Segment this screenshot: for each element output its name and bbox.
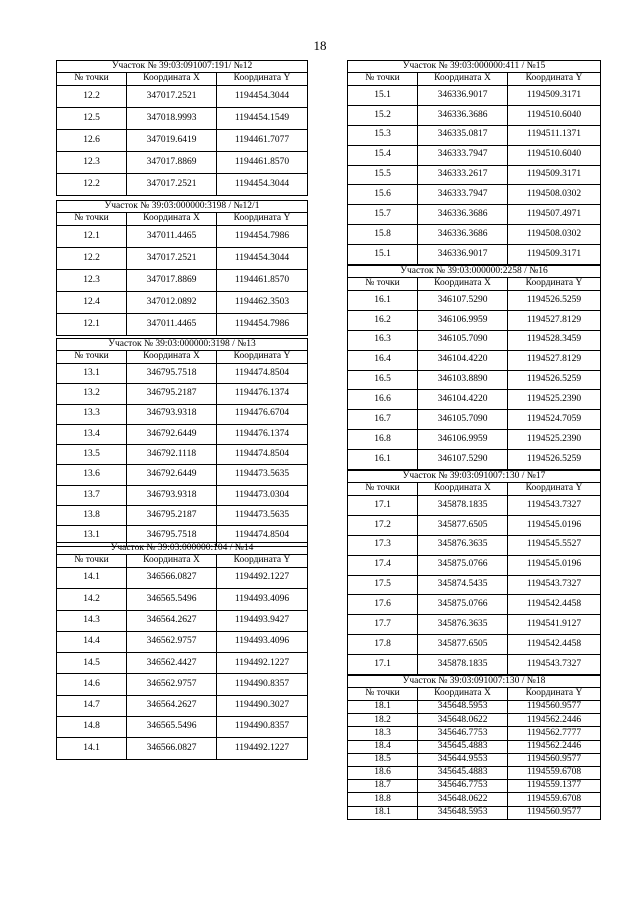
table-row	[348, 350, 601, 370]
coordinate-x-cell: 346566.0827	[127, 568, 217, 589]
coordinate-x-cell: 345878.1835	[418, 655, 508, 675]
coordinate-x-cell: 345876.3635	[418, 615, 508, 635]
point-number-cell: 17.8	[348, 635, 418, 655]
table-row	[57, 108, 308, 130]
point-number-cell: 18.4	[348, 740, 418, 753]
coordinate-y-cell: 1194454.7986	[217, 314, 308, 336]
column-header: Координата X	[127, 351, 217, 364]
coordinate-x-cell: 346336.3686	[418, 105, 508, 125]
point-number-cell: 15.5	[348, 165, 418, 185]
table-row	[348, 766, 601, 779]
coordinate-x-cell: 345648.0622	[418, 714, 508, 727]
coordinate-x-cell: 346795.7518	[127, 364, 217, 384]
coordinate-x-cell: 346104.4220	[418, 390, 508, 410]
table-row	[57, 610, 308, 631]
coordinates-table	[56, 60, 308, 196]
table-row	[348, 430, 601, 450]
point-number-cell: 14.6	[57, 674, 127, 695]
table-title: Участок № 39:03:091007:191/ №12	[57, 61, 308, 73]
coordinate-y-cell: 1194476.1374	[217, 384, 308, 404]
coordinate-y-cell: 1194507.4971	[508, 205, 601, 225]
point-number-cell: 16.1	[348, 291, 418, 311]
coordinate-y-cell: 1194527.8129	[508, 350, 601, 370]
coordinates-table	[347, 265, 601, 470]
table-title: Участок № 39:03:091007:130 / №17	[348, 471, 601, 483]
coordinate-y-cell: 1194509.3171	[508, 165, 601, 185]
coordinate-y-cell: 1194543.7327	[508, 655, 601, 675]
table-row	[57, 152, 308, 174]
point-number-cell: 18.6	[348, 766, 418, 779]
coordinate-x-cell: 345646.7753	[418, 727, 508, 740]
table-row	[57, 270, 308, 292]
table-row	[348, 410, 601, 430]
table-row	[348, 635, 601, 655]
coordinate-y-cell: 1194526.5259	[508, 370, 601, 390]
coordinate-y-cell: 1194559.1377	[508, 780, 601, 793]
coordinate-y-cell: 1194560.9577	[508, 753, 601, 766]
table-row	[57, 130, 308, 152]
coordinate-y-cell: 1194492.1227	[217, 568, 308, 589]
coordinate-y-cell: 1194528.3459	[508, 330, 601, 350]
column-header: Координата Y	[217, 351, 308, 364]
point-number-cell: 18.3	[348, 727, 418, 740]
coordinate-x-cell: 347011.4465	[127, 314, 217, 336]
column-header: № точки	[348, 73, 418, 86]
coordinate-x-cell: 346562.4427	[127, 653, 217, 674]
point-number-cell: 12.2	[57, 248, 127, 270]
table-row	[348, 450, 601, 470]
coordinate-x-cell: 346105.7090	[418, 410, 508, 430]
coordinate-x-cell: 346793.9318	[127, 485, 217, 505]
table-row	[57, 589, 308, 610]
point-number-cell: 13.1	[57, 364, 127, 384]
coordinate-y-cell: 1194461.8570	[217, 270, 308, 292]
table-row	[57, 364, 308, 384]
point-number-cell: 12.2	[57, 174, 127, 196]
coordinate-x-cell: 345877.6505	[418, 635, 508, 655]
coordinate-x-cell: 347017.2521	[127, 248, 217, 270]
column-header: Координата Y	[217, 73, 308, 86]
coordinates-table	[56, 338, 308, 547]
table-row	[348, 105, 601, 125]
point-number-cell: 12.6	[57, 130, 127, 152]
coordinate-x-cell: 345648.0622	[418, 793, 508, 806]
point-number-cell: 17.7	[348, 615, 418, 635]
table-row	[348, 780, 601, 793]
coordinate-y-cell: 1194524.7059	[508, 410, 601, 430]
coordinate-y-cell: 1194490.3027	[217, 695, 308, 716]
point-number-cell: 15.6	[348, 185, 418, 205]
table-row	[57, 653, 308, 674]
coordinate-y-cell: 1194492.1227	[217, 653, 308, 674]
coordinate-y-cell: 1194474.8504	[217, 526, 308, 546]
coordinate-y-cell: 1194541.9127	[508, 615, 601, 635]
table-row	[348, 165, 601, 185]
table-row	[57, 226, 308, 248]
column-header: № точки	[57, 351, 127, 364]
coordinate-x-cell: 346333.7947	[418, 185, 508, 205]
coordinate-y-cell: 1194490.8357	[217, 717, 308, 738]
table-row	[348, 125, 601, 145]
table-row	[57, 738, 308, 759]
point-number-cell: 13.4	[57, 424, 127, 444]
table-title: Участок № 39:03:000000:2258 / №16	[348, 266, 601, 278]
point-number-cell: 18.5	[348, 753, 418, 766]
point-number-cell: 15.3	[348, 125, 418, 145]
table-row	[57, 174, 308, 196]
coordinate-y-cell: 1194525.2390	[508, 390, 601, 410]
point-number-cell: 17.1	[348, 655, 418, 675]
table-row	[348, 145, 601, 165]
coordinate-y-cell: 1194454.1549	[217, 108, 308, 130]
coordinate-y-cell: 1194545.0196	[508, 555, 601, 575]
point-number-cell: 18.1	[348, 701, 418, 714]
point-number-cell: 14.2	[57, 589, 127, 610]
coordinate-x-cell: 346105.7090	[418, 330, 508, 350]
point-number-cell: 16.6	[348, 390, 418, 410]
coordinate-x-cell: 345875.0766	[418, 595, 508, 615]
point-number-cell: 17.2	[348, 515, 418, 535]
point-number-cell: 13.5	[57, 445, 127, 465]
table-row	[348, 727, 601, 740]
coordinate-x-cell: 347018.9993	[127, 108, 217, 130]
point-number-cell: 12.2	[57, 86, 127, 108]
coordinate-x-cell: 347017.2521	[127, 86, 217, 108]
table-row	[348, 225, 601, 245]
table-row	[57, 631, 308, 652]
table-row	[348, 330, 601, 350]
point-number-cell: 14.4	[57, 631, 127, 652]
coordinate-x-cell: 347012.0892	[127, 292, 217, 314]
table-row	[57, 86, 308, 108]
coordinate-x-cell: 347019.6419	[127, 130, 217, 152]
coordinate-x-cell: 345874.5435	[418, 575, 508, 595]
point-number-cell: 17.4	[348, 555, 418, 575]
table-row	[348, 390, 601, 410]
point-number-cell: 12.5	[57, 108, 127, 130]
table-row	[348, 806, 601, 819]
table-row	[348, 701, 601, 714]
coordinate-y-cell: 1194560.9577	[508, 806, 601, 819]
coordinate-x-cell: 345877.6505	[418, 515, 508, 535]
table-row	[348, 496, 601, 516]
coordinate-x-cell: 346565.5496	[127, 589, 217, 610]
column-header: Координата Y	[217, 213, 308, 226]
coordinate-y-cell: 1194461.7077	[217, 130, 308, 152]
coordinate-y-cell: 1194527.8129	[508, 310, 601, 330]
coordinate-y-cell: 1194562.7777	[508, 727, 601, 740]
point-number-cell: 15.1	[348, 86, 418, 106]
coordinate-x-cell: 346106.9959	[418, 430, 508, 450]
point-number-cell: 13.6	[57, 465, 127, 485]
coordinate-x-cell: 346336.3686	[418, 205, 508, 225]
coordinate-y-cell: 1194545.0196	[508, 515, 601, 535]
coordinate-x-cell: 347011.4465	[127, 226, 217, 248]
coordinate-y-cell: 1194473.5635	[217, 465, 308, 485]
coordinate-x-cell: 346103.8890	[418, 370, 508, 390]
coordinate-y-cell: 1194559.6708	[508, 793, 601, 806]
coordinate-x-cell: 345646.7753	[418, 780, 508, 793]
table-row	[57, 485, 308, 505]
point-number-cell: 13.8	[57, 506, 127, 526]
coordinate-x-cell: 345645.4883	[418, 766, 508, 779]
point-number-cell: 14.7	[57, 695, 127, 716]
point-number-cell: 12.1	[57, 226, 127, 248]
coordinate-x-cell: 346336.9017	[418, 86, 508, 106]
point-number-cell: 16.1	[348, 450, 418, 470]
point-number-cell: 12.4	[57, 292, 127, 314]
point-number-cell: 16.4	[348, 350, 418, 370]
table-row	[57, 568, 308, 589]
coordinate-x-cell: 346106.9959	[418, 310, 508, 330]
point-number-cell: 16.7	[348, 410, 418, 430]
table-row	[57, 674, 308, 695]
column-header: Координата X	[127, 555, 217, 568]
coordinate-y-cell: 1194559.6708	[508, 766, 601, 779]
column-header: № точки	[348, 483, 418, 496]
coordinate-x-cell: 346795.2187	[127, 384, 217, 404]
coordinate-y-cell: 1194493.9427	[217, 610, 308, 631]
table-row	[348, 615, 601, 635]
coordinate-y-cell: 1194525.2390	[508, 430, 601, 450]
point-number-cell: 15.8	[348, 225, 418, 245]
coordinate-x-cell: 346564.2627	[127, 610, 217, 631]
column-header: № точки	[57, 213, 127, 226]
table-row	[348, 655, 601, 675]
column-header: Координата X	[418, 483, 508, 496]
column-header: № точки	[57, 555, 127, 568]
coordinate-x-cell: 347017.2521	[127, 174, 217, 196]
table-row	[57, 465, 308, 485]
coordinate-y-cell: 1194461.8570	[217, 152, 308, 174]
point-number-cell: 12.3	[57, 152, 127, 174]
point-number-cell: 15.4	[348, 145, 418, 165]
point-number-cell: 14.1	[57, 738, 127, 759]
coordinate-x-cell: 345644.9553	[418, 753, 508, 766]
coordinates-table	[56, 200, 308, 336]
coordinate-x-cell: 345876.3635	[418, 535, 508, 555]
coordinates-table	[347, 470, 601, 675]
table-row	[348, 535, 601, 555]
coordinate-x-cell: 345648.5953	[418, 806, 508, 819]
coordinate-x-cell: 346336.9017	[418, 245, 508, 265]
point-number-cell: 17.5	[348, 575, 418, 595]
coordinate-x-cell: 345648.5953	[418, 701, 508, 714]
table-row	[348, 575, 601, 595]
table-title: Участок № 39:03:000000:3198 / №13	[57, 339, 308, 351]
coordinate-y-cell: 1194476.6704	[217, 404, 308, 424]
coordinate-y-cell: 1194508.0302	[508, 185, 601, 205]
coordinate-x-cell: 345645.4883	[418, 740, 508, 753]
point-number-cell: 17.1	[348, 496, 418, 516]
point-number-cell: 18.8	[348, 793, 418, 806]
coordinate-x-cell: 346564.2627	[127, 695, 217, 716]
coordinate-y-cell: 1194492.1227	[217, 738, 308, 759]
coordinate-y-cell: 1194542.4458	[508, 635, 601, 655]
point-number-cell: 16.8	[348, 430, 418, 450]
coordinate-y-cell: 1194490.8357	[217, 674, 308, 695]
coordinate-y-cell: 1194560.9577	[508, 701, 601, 714]
coordinate-x-cell: 346793.9318	[127, 404, 217, 424]
coordinate-y-cell: 1194511.1371	[508, 125, 601, 145]
coordinate-x-cell: 346792.1118	[127, 445, 217, 465]
table-row	[57, 292, 308, 314]
coordinate-y-cell: 1194493.4096	[217, 631, 308, 652]
point-number-cell: 14.8	[57, 717, 127, 738]
table-title: Участок № 39:03:000000:411 / №15	[348, 61, 601, 73]
table-row	[348, 245, 601, 265]
table-row	[57, 445, 308, 465]
table-row	[348, 714, 601, 727]
coordinate-y-cell: 1194509.3171	[508, 86, 601, 106]
coordinate-y-cell: 1194526.5259	[508, 450, 601, 470]
coordinate-x-cell: 346333.2617	[418, 165, 508, 185]
coordinates-table	[347, 60, 601, 265]
column-header: Координата X	[418, 73, 508, 86]
coordinate-x-cell: 345875.0766	[418, 555, 508, 575]
point-number-cell: 12.3	[57, 270, 127, 292]
table-row	[57, 314, 308, 336]
column-header: Координата Y	[508, 73, 601, 86]
table-title: Участок № 39:03:000000:3198 / №12/1	[57, 201, 308, 213]
table-row	[348, 310, 601, 330]
table-row	[57, 384, 308, 404]
point-number-cell: 15.2	[348, 105, 418, 125]
table-row	[348, 291, 601, 311]
coordinate-x-cell: 346336.3686	[418, 225, 508, 245]
coordinate-y-cell: 1194545.5527	[508, 535, 601, 555]
coordinate-x-cell: 346795.2187	[127, 506, 217, 526]
table-row	[57, 717, 308, 738]
coordinate-x-cell: 346335.0817	[418, 125, 508, 145]
coordinate-y-cell: 1194454.3044	[217, 174, 308, 196]
coordinate-x-cell: 346333.7947	[418, 145, 508, 165]
point-number-cell: 18.2	[348, 714, 418, 727]
coordinate-y-cell: 1194510.6040	[508, 145, 601, 165]
table-row	[348, 205, 601, 225]
table-title: Участок № 39:03:091007:130 / №18	[348, 676, 601, 688]
point-number-cell: 15.7	[348, 205, 418, 225]
point-number-cell: 18.7	[348, 780, 418, 793]
table-row	[348, 793, 601, 806]
coordinate-x-cell: 346107.5290	[418, 450, 508, 470]
coordinate-x-cell: 346107.5290	[418, 291, 508, 311]
point-number-cell: 16.2	[348, 310, 418, 330]
table-row	[348, 555, 601, 575]
coordinate-y-cell: 1194493.4096	[217, 589, 308, 610]
coordinate-y-cell: 1194462.3503	[217, 292, 308, 314]
point-number-cell: 16.5	[348, 370, 418, 390]
point-number-cell: 18.1	[348, 806, 418, 819]
coordinates-table	[347, 675, 601, 820]
point-number-cell: 16.3	[348, 330, 418, 350]
coordinate-y-cell: 1194454.3044	[217, 86, 308, 108]
table-row	[57, 248, 308, 270]
column-header: № точки	[348, 278, 418, 291]
column-header: Координата X	[418, 688, 508, 701]
table-row	[348, 86, 601, 106]
coordinate-y-cell: 1194543.7327	[508, 575, 601, 595]
coordinate-x-cell: 347017.8869	[127, 270, 217, 292]
table-title: Участок № 39:03:000000:104 / №14	[57, 543, 308, 555]
point-number-cell: 17.3	[348, 535, 418, 555]
column-header: Координата X	[127, 73, 217, 86]
coordinate-x-cell: 346795.7518	[127, 526, 217, 546]
column-header: Координата Y	[508, 688, 601, 701]
coordinate-y-cell: 1194474.8504	[217, 364, 308, 384]
coordinate-x-cell: 346792.6449	[127, 465, 217, 485]
coordinate-y-cell: 1194474.8504	[217, 445, 308, 465]
table-row	[348, 515, 601, 535]
page-number: 18	[313, 38, 327, 53]
coordinate-y-cell: 1194476.1374	[217, 424, 308, 444]
coordinate-x-cell: 346562.9757	[127, 631, 217, 652]
coordinate-x-cell: 346104.4220	[418, 350, 508, 370]
coordinate-y-cell: 1194510.6040	[508, 105, 601, 125]
coordinate-x-cell: 346565.5496	[127, 717, 217, 738]
column-header: № точки	[348, 688, 418, 701]
coordinate-y-cell: 1194473.5635	[217, 506, 308, 526]
table-row	[57, 506, 308, 526]
table-row	[348, 740, 601, 753]
point-number-cell: 13.7	[57, 485, 127, 505]
coordinate-y-cell: 1194508.0302	[508, 225, 601, 245]
point-number-cell: 14.5	[57, 653, 127, 674]
coordinate-y-cell: 1194542.4458	[508, 595, 601, 615]
point-number-cell: 14.3	[57, 610, 127, 631]
coordinate-y-cell: 1194454.7986	[217, 226, 308, 248]
coordinate-x-cell: 345878.1835	[418, 496, 508, 516]
coordinate-x-cell: 346566.0827	[127, 738, 217, 759]
coordinates-table	[56, 542, 308, 760]
coordinate-y-cell: 1194526.5259	[508, 291, 601, 311]
table-row	[348, 370, 601, 390]
coordinate-y-cell: 1194473.0304	[217, 485, 308, 505]
coordinate-y-cell: 1194509.3171	[508, 245, 601, 265]
coordinate-x-cell: 347017.8869	[127, 152, 217, 174]
coordinate-y-cell: 1194543.7327	[508, 496, 601, 516]
column-header: Координата Y	[217, 555, 308, 568]
column-header: Координата Y	[508, 278, 601, 291]
coordinate-y-cell: 1194454.3044	[217, 248, 308, 270]
table-row	[348, 595, 601, 615]
column-header: № точки	[57, 73, 127, 86]
column-header: Координата Y	[508, 483, 601, 496]
point-number-cell: 14.1	[57, 568, 127, 589]
table-row	[57, 695, 308, 716]
table-row	[348, 185, 601, 205]
point-number-cell: 12.1	[57, 314, 127, 336]
coordinate-y-cell: 1194562.2446	[508, 740, 601, 753]
point-number-cell: 15.1	[348, 245, 418, 265]
point-number-cell: 17.6	[348, 595, 418, 615]
point-number-cell: 13.2	[57, 384, 127, 404]
coordinate-x-cell: 346792.6449	[127, 424, 217, 444]
point-number-cell: 13.1	[57, 526, 127, 546]
column-header: Координата X	[418, 278, 508, 291]
table-row	[348, 753, 601, 766]
coordinate-x-cell: 346562.9757	[127, 674, 217, 695]
table-row	[57, 404, 308, 424]
point-number-cell: 13.3	[57, 404, 127, 424]
column-header: Координата X	[127, 213, 217, 226]
table-row	[57, 424, 308, 444]
coordinate-y-cell: 1194562.2446	[508, 714, 601, 727]
